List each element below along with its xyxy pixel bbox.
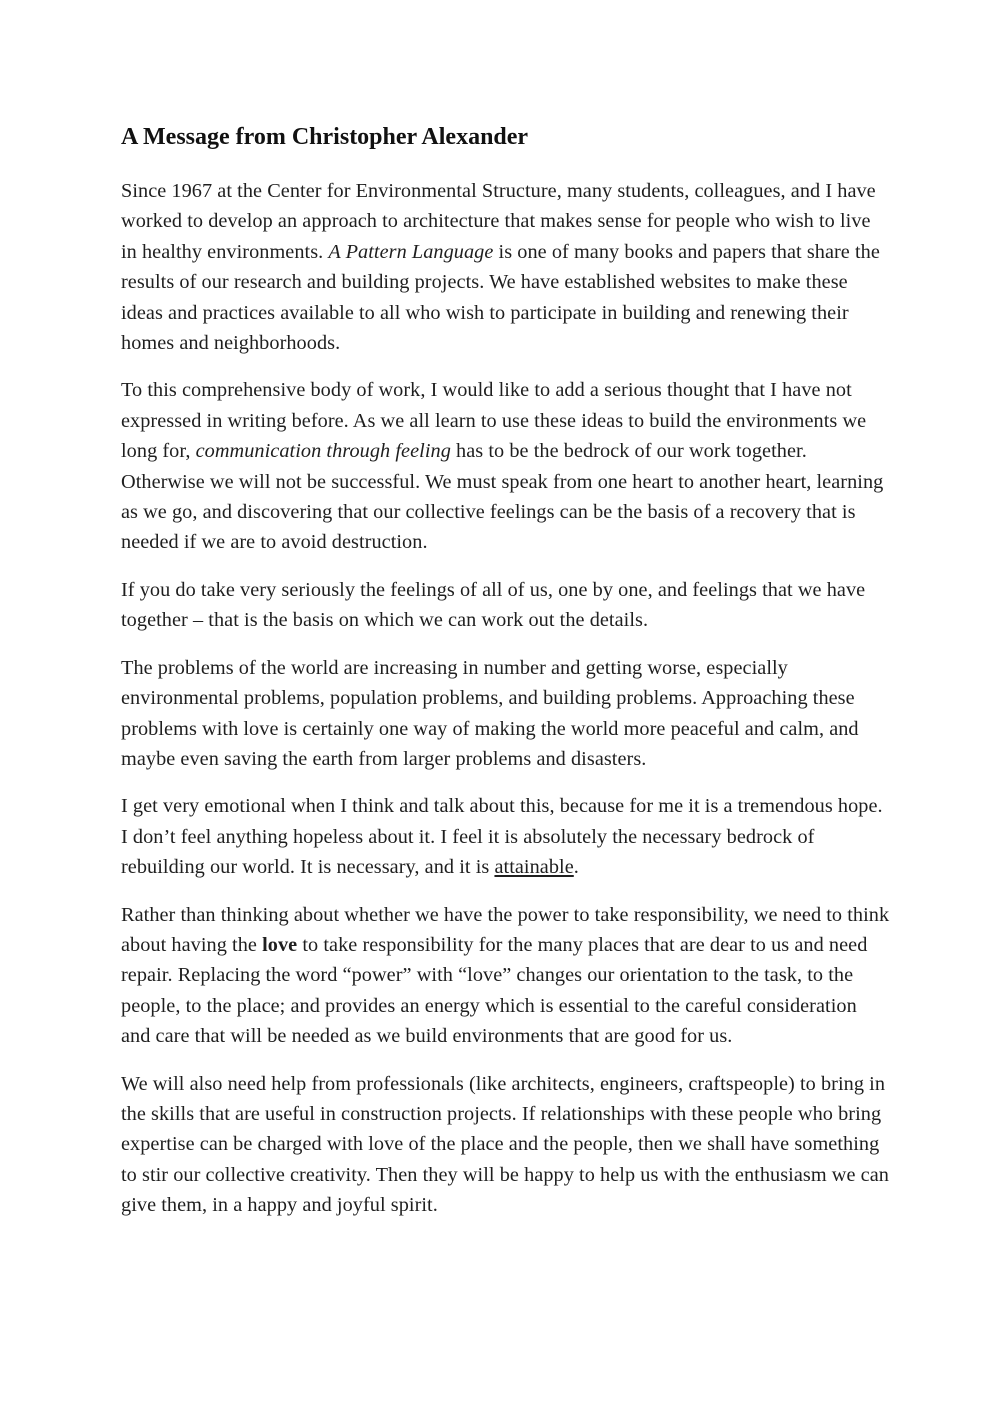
paragraph-2-text-b: has to be the bedrock of our work together. Otherwise we will not be successful. We must speak from one heart to another heart, learning as we go, and discovering that our collective feelings can be the basis of a recovery that is needed if we are to avoid destruction. [121, 440, 884, 554]
paragraph-4: The problems of the world are increasing in number and getting worse, especially environmental problems, population problems, and building problems. Approaching these problems with love is certainly one way of making the world more peaceful and calm, and maybe even saving the earth from larger problems and disasters. [121, 656, 859, 770]
paragraph-6-text-b: to take responsibility for the many places that are dear to us and need repair. Replacing the word “power” with “love” changes our orientation to the task, to the people, to the place; and provides an energy which is essential to the careful consideration and care that will be needed as we build environments that are good for us. [121, 933, 868, 1048]
document-body [121, 120, 891, 1238]
paragraph-3: If you do take very seriously the feelings of all of us, one by one, and feelings that we have together – that is the basis on which we can work out the details. [121, 578, 866, 632]
paragraph-6-text-a: Rather than thinking about whether we have the power to take responsibility, we need to think about having the [121, 903, 890, 956]
bold-word: love [262, 933, 298, 956]
paragraph-5 [121, 791, 891, 882]
book-title-italic: A Pattern Language [328, 240, 494, 263]
emphasis-italic: communication through feeling [195, 440, 451, 463]
paragraph-2-text-a: To this comprehensive body of work, I would like to add a serious thought that I have not expressed in writing before. As we all learn to use these ideas to build the environments we long for, [121, 379, 867, 463]
paragraph-2 [121, 375, 891, 557]
paragraph-1 [121, 176, 891, 358]
underlined-word: attainable [494, 856, 574, 879]
paragraph-6 [121, 900, 891, 1052]
paragraph-7: We will also need help from professionals (like architects, engineers, craftspeople) to bring in the skills that are useful in construction projects. If relationships with these people who bring expertise can be charged with love of the place and the people, then we shall have something to stir our collective creativity. Then they will be happy to help us with the enthusiasm we can give them, in a happy and joyful spirit. [121, 1072, 889, 1217]
page-title: A Message from Christopher Alexander [121, 124, 529, 150]
paragraph-1-text-a: Since 1967 at the Center for Environmental Structure, many students, colleagues, and I have worked to develop an approach to architecture that makes sense for people who wish to live in healthy environments. [121, 180, 876, 263]
paragraph-1-text-b: is one of many books and papers that share the results of our research and building projects. We have established websites to make these ideas and practices available to all who wish to participate in building and renewing their homes and neighborhoods. [121, 240, 880, 355]
paragraph-5-text-b: . [573, 856, 579, 879]
paragraph-5-text-a: I get very emotional when I think and talk about this, because for me it is a tremendous hope. I don’t feel anything hopeless about it. I feel it is absolutely the necessary bedrock of rebuilding our world. It is necessary, and it is [121, 795, 883, 879]
